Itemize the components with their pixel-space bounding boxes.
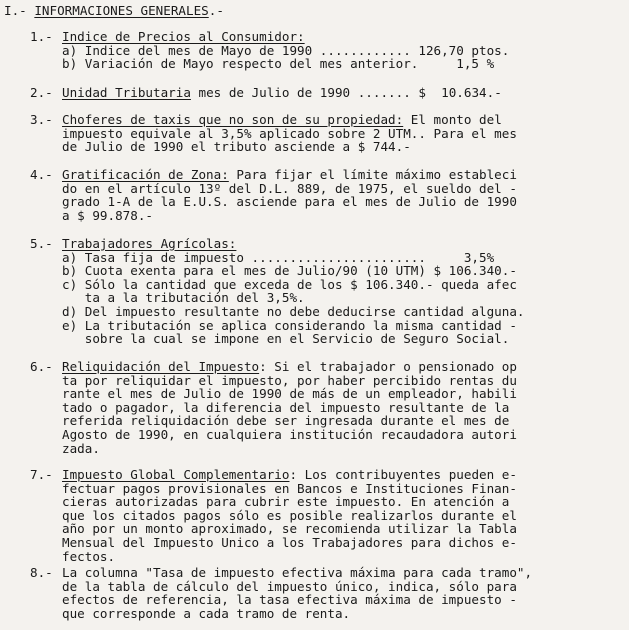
item-line: b) Cuota exenta para el mes de Julio/90 (10 UTM) $ 106.340.- [62,263,517,279]
item-number: 5.- [30,236,53,251]
item-zone-gratification [30,167,622,223]
item-line: d) Del impuesto resultante no debe deducirse cantidad alguna. [62,303,525,319]
item-line: do en el artículo 13º del D.L. 889, de 1975, el sueldo del - [62,180,517,196]
item-text: mes de Julio de 1990 ....... $ 10.634.- [190,85,502,100]
item-tax-unit [30,85,622,100]
item-number: 2.- [30,85,53,100]
item-title: Impuesto Global Complementario [62,467,290,482]
item-taxi-drivers [30,112,622,155]
item-title: Trabajadores Agrícolas: [62,236,237,251]
item-line: b) Variación de Mayo respecto del mes anterior. 1,5 % [62,56,495,72]
item-line: tado o pagador, la diferencia del impuesto resultante de la [62,399,510,415]
item-line: c) Sólo la cantidad que exceda de los $ 106.340.- queda afec [62,276,517,292]
item-number: 8.- [30,565,53,580]
item-tax-reliquidation [30,359,622,456]
item-title: Reliquidación del Impuesto [62,359,260,374]
item-line: a $ 99.878.- [62,207,153,223]
item-line: ta por reliquidar el impuesto, por haber percibido rentas du [62,372,517,388]
item-title: Gratificación de Zona: [62,167,229,182]
item-line: fectos. [62,548,116,564]
item-line: fectuar pagos provisionales en Bancos e Instituciones Finan- [62,480,517,496]
item-line: ta a la tributación del 3,5%. [62,290,305,306]
item-line: sobre la cual se impone en el Servicio de Seguro Social. [62,331,510,347]
item-text: : Si el trabajador o pensionado op [259,359,517,374]
item-title: Indice de Precios al Consumidor: [62,29,305,44]
item-line: de la tabla de cálculo del impuesto único, indica, sólo para [62,578,517,594]
item-line: impuesto equivale al 3,5% aplicado sobre 2 UTM.. Para el mes [62,125,517,141]
heading-roman: I.- [4,3,27,18]
item-line: rante el mes de Julio de 1990 de más de un empleador, habili [62,386,517,402]
item-agricultural-workers [30,236,622,347]
item-title: Choferes de taxis que no son de su propiedad: [62,112,404,127]
item-text: : Los contribuyentes pueden e- [289,467,517,482]
heading-title: INFORMACIONES GENERALES [34,3,209,18]
item-line: que los citados pagos sólo es posible realizarlos durante el [62,507,517,523]
item-line: a) Indice del mes de Mayo de 1990 ............ 126,70 ptos. [62,42,510,58]
item-line: año por un monto aproximado, se recomienda utilizar la Tabla [62,521,517,537]
item-number: 3.- [30,112,53,127]
item-number: 1.- [30,29,53,44]
item-effective-tax-rate-note [30,565,622,621]
item-line: de Julio de 1990 el tributo asciende a $ 744.- [62,139,411,155]
item-line: que corresponde a cada tramo de renta. [62,605,351,621]
item-global-complementary-tax [30,467,622,564]
item-line: cieras autorizadas para cubrir este impuesto. En atención a [62,494,510,510]
section-heading [4,4,224,18]
item-line: zada. [62,440,100,456]
item-line: efectos de referencia, la tasa efectiva máxima de impuesto - [62,592,517,608]
item-line: grado 1-A de la E.U.S. asciende para el mes de Julio de 1990 [62,194,517,210]
item-line: Mensual del Impuesto Unico a los Trabajadores para dichos e- [62,534,517,550]
item-text: El monto del [403,112,502,127]
item-consumer-price-index [30,29,622,72]
item-line: a) Tasa fija de impuesto ....................... 3,5% [62,249,495,265]
item-line: Agosto de 1990, en cualquiera institución recaudadora autori [62,426,517,442]
item-number: 7.- [30,467,53,482]
item-line: La columna "Tasa de impuesto efectiva máxima para cada tramo", [62,565,533,580]
item-line: referida reliquidación debe ser ingresada durante el mes de [62,413,510,429]
item-line: e) La tributación se aplica considerando la misma cantidad - [62,317,517,333]
item-text: Para fijar el límite máximo estableci [228,167,517,182]
item-number: 6.- [30,359,53,374]
item-title: Unidad Tributaria [62,85,191,100]
heading-suffix: .- [208,3,224,18]
item-number: 4.- [30,167,53,182]
